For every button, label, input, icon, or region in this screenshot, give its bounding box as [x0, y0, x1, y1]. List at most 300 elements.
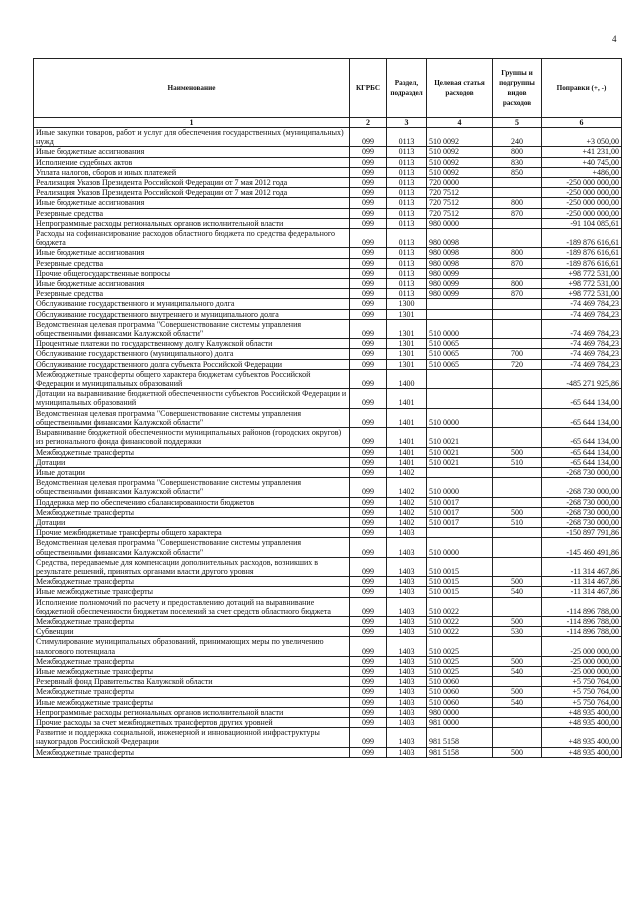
table-row — [34, 538, 622, 557]
row-expense-group — [493, 268, 542, 278]
row-name: Межбюджетные трансферты — [34, 616, 350, 626]
row-expense-group — [493, 637, 542, 656]
row-razdel: 0113 — [387, 178, 427, 188]
row-target-article: 510 0017 — [427, 507, 493, 517]
row-razdel: 0113 — [387, 258, 427, 268]
table-row — [34, 339, 622, 349]
table-row — [34, 707, 622, 717]
row-expense-group — [493, 339, 542, 349]
row-amount: -268 730 000,00 — [542, 478, 622, 497]
row-kgrbs: 099 — [350, 369, 387, 388]
column-number: 3 — [387, 118, 427, 128]
row-expense-group — [493, 557, 542, 576]
row-name: Реализация Указов Президента Российской Федерации от 7 мая 2012 года — [34, 188, 350, 198]
row-razdel: 1403 — [387, 707, 427, 717]
row-expense-group — [493, 218, 542, 228]
row-expense-group — [493, 188, 542, 198]
row-amount: -74 469 784,23 — [542, 359, 622, 369]
row-kgrbs: 099 — [350, 497, 387, 507]
row-name: Ведомственная целевая программа "Совершенствование системы управления общественными финансами Калужской области" — [34, 408, 350, 427]
row-amount: -65 644 134,00 — [542, 428, 622, 447]
row-kgrbs: 099 — [350, 157, 387, 167]
row-expense-group — [493, 677, 542, 687]
row-amount: -189 876 616,61 — [542, 258, 622, 268]
row-expense-group — [493, 597, 542, 616]
budget-amendments-table — [33, 58, 622, 758]
row-amount: -268 730 000,00 — [542, 507, 622, 517]
row-kgrbs: 099 — [350, 717, 387, 727]
row-amount: -114 896 788,00 — [542, 627, 622, 637]
row-kgrbs: 099 — [350, 218, 387, 228]
row-razdel: 1403 — [387, 717, 427, 727]
row-name: Межбюджетные трансферты — [34, 656, 350, 666]
row-expense-group: 500 — [493, 616, 542, 626]
row-name: Межбюджетные трансферты — [34, 447, 350, 457]
row-kgrbs: 099 — [350, 279, 387, 289]
row-expense-group: 540 — [493, 587, 542, 597]
row-amount: -25 000 000,00 — [542, 656, 622, 666]
row-expense-group — [493, 538, 542, 557]
row-kgrbs: 099 — [350, 349, 387, 359]
row-expense-group: 720 — [493, 359, 542, 369]
table-row — [34, 268, 622, 278]
row-razdel: 0113 — [387, 248, 427, 258]
row-razdel: 1400 — [387, 369, 427, 388]
row-target-article: 510 0092 — [427, 147, 493, 157]
row-name: Дотации — [34, 457, 350, 467]
row-target-article: 510 0060 — [427, 677, 493, 687]
row-amount: -114 896 788,00 — [542, 597, 622, 616]
row-kgrbs: 099 — [350, 707, 387, 717]
table-row — [34, 507, 622, 517]
row-expense-group — [493, 319, 542, 338]
row-razdel: 1301 — [387, 339, 427, 349]
row-kgrbs: 099 — [350, 577, 387, 587]
row-kgrbs: 099 — [350, 339, 387, 349]
row-kgrbs: 099 — [350, 208, 387, 218]
row-amount: +486,00 — [542, 167, 622, 177]
row-target-article: 510 0000 — [427, 478, 493, 497]
row-target-article: 510 0065 — [427, 359, 493, 369]
table-row — [34, 188, 622, 198]
row-expense-group: 800 — [493, 147, 542, 157]
row-amount: -74 469 784,23 — [542, 319, 622, 338]
row-amount: +48 935 400,00 — [542, 747, 622, 757]
row-target-article: 981 5158 — [427, 747, 493, 757]
row-razdel: 0113 — [387, 208, 427, 218]
row-name: Прочие расходы за счет межбюджетных трансфертов других уровней — [34, 717, 350, 727]
column-number: 6 — [542, 118, 622, 128]
row-kgrbs: 099 — [350, 268, 387, 278]
row-razdel: 0113 — [387, 289, 427, 299]
table-row — [34, 319, 622, 338]
row-amount: +5 750 764,00 — [542, 677, 622, 687]
row-amount: -250 000 000,00 — [542, 188, 622, 198]
row-amount: +5 750 764,00 — [542, 697, 622, 707]
row-target-article: 510 0015 — [427, 577, 493, 587]
row-target-article: 510 0015 — [427, 557, 493, 576]
column-number: 2 — [350, 118, 387, 128]
row-target-article — [427, 389, 493, 408]
row-razdel: 1402 — [387, 478, 427, 497]
row-name: Дотации на выравнивание бюджетной обеспеченности субъектов Российской Федерации и муниципальных образований — [34, 389, 350, 408]
table-row — [34, 447, 622, 457]
row-target-article: 980 0000 — [427, 707, 493, 717]
row-kgrbs: 099 — [350, 457, 387, 467]
row-razdel: 0113 — [387, 229, 427, 248]
row-amount: +98 772 531,00 — [542, 279, 622, 289]
row-expense-group — [493, 299, 542, 309]
row-kgrbs: 099 — [350, 597, 387, 616]
row-kgrbs: 099 — [350, 677, 387, 687]
table-row — [34, 349, 622, 359]
row-name: Прочие общегосударственные вопросы — [34, 268, 350, 278]
column-numbers-row — [34, 118, 622, 128]
row-amount: +48 935 400,00 — [542, 717, 622, 727]
row-kgrbs: 099 — [350, 747, 387, 757]
row-target-article: 980 0098 — [427, 258, 493, 268]
row-kgrbs: 099 — [350, 359, 387, 369]
header-kgrbs: КГРБС — [350, 59, 387, 118]
row-name: Иные межбюджетные трансферты — [34, 666, 350, 676]
row-name: Прочие межбюджетные трансферты общего характера — [34, 528, 350, 538]
row-razdel: 1301 — [387, 319, 427, 338]
row-kgrbs: 099 — [350, 319, 387, 338]
row-target-article: 720 7512 — [427, 198, 493, 208]
row-kgrbs: 099 — [350, 616, 387, 626]
row-amount: -65 644 134,00 — [542, 389, 622, 408]
row-name: Стимулирование муниципальных образований, принимающих меры по увеличению налогового потенциала — [34, 637, 350, 656]
row-name: Выравнивание бюджетной обеспеченности муниципальных районов (городских округов) из регионального фонда финансовой поддержки — [34, 428, 350, 447]
column-number: 5 — [493, 118, 542, 128]
row-target-article: 510 0021 — [427, 428, 493, 447]
row-target-article: 980 0098 — [427, 229, 493, 248]
row-target-article: 510 0022 — [427, 597, 493, 616]
row-name: Иные бюджетные ассигнования — [34, 248, 350, 258]
row-razdel: 1403 — [387, 747, 427, 757]
row-amount: +48 935 400,00 — [542, 707, 622, 717]
row-razdel: 1402 — [387, 467, 427, 477]
row-expense-group: 500 — [493, 747, 542, 757]
row-target-article: 720 7512 — [427, 208, 493, 218]
row-name: Ведомственная целевая программа "Совершенствование системы управления общественными финансами Калужской области" — [34, 319, 350, 338]
table-row — [34, 208, 622, 218]
table-row — [34, 279, 622, 289]
row-name: Иные бюджетные ассигнования — [34, 279, 350, 289]
row-amount: -145 460 491,86 — [542, 538, 622, 557]
row-name: Реализация Указов Президента Российской Федерации от 7 мая 2012 года — [34, 178, 350, 188]
row-amount: -91 104 085,61 — [542, 218, 622, 228]
row-name: Иные бюджетные ассигнования — [34, 198, 350, 208]
row-amount: -268 730 000,00 — [542, 467, 622, 477]
row-name: Исполнение судебных актов — [34, 157, 350, 167]
table-row — [34, 167, 622, 177]
row-expense-group: 800 — [493, 279, 542, 289]
row-target-article: 510 0060 — [427, 697, 493, 707]
row-amount: -250 000 000,00 — [542, 198, 622, 208]
row-expense-group: 500 — [493, 656, 542, 666]
row-razdel: 1403 — [387, 637, 427, 656]
row-kgrbs: 099 — [350, 687, 387, 697]
row-amount: -11 314 467,86 — [542, 557, 622, 576]
table-row — [34, 467, 622, 477]
row-kgrbs: 099 — [350, 309, 387, 319]
table-row — [34, 128, 622, 147]
row-amount: -11 314 467,86 — [542, 587, 622, 597]
row-name: Иные межбюджетные трансферты — [34, 587, 350, 597]
row-name: Межбюджетные трансферты — [34, 577, 350, 587]
table-row — [34, 687, 622, 697]
row-expense-group — [493, 428, 542, 447]
row-razdel: 1403 — [387, 687, 427, 697]
table-row — [34, 697, 622, 707]
row-expense-group: 830 — [493, 157, 542, 167]
row-expense-group — [493, 497, 542, 507]
table-row — [34, 656, 622, 666]
row-target-article: 510 0015 — [427, 587, 493, 597]
row-razdel: 1301 — [387, 359, 427, 369]
row-name: Субвенции — [34, 627, 350, 637]
row-razdel: 0113 — [387, 218, 427, 228]
row-amount: -65 644 134,00 — [542, 447, 622, 457]
table-row — [34, 597, 622, 616]
row-razdel: 1300 — [387, 299, 427, 309]
row-expense-group: 800 — [493, 198, 542, 208]
row-razdel: 1403 — [387, 677, 427, 687]
header-amount: Поправки (+, -) — [542, 59, 622, 118]
row-amount: -74 469 784,23 — [542, 309, 622, 319]
row-expense-group — [493, 408, 542, 427]
row-name: Поддержка мер по обеспечению сбалансированности бюджетов — [34, 497, 350, 507]
table-row — [34, 369, 622, 388]
row-name: Иные дотации — [34, 467, 350, 477]
row-razdel: 1403 — [387, 728, 427, 747]
row-amount: -65 644 134,00 — [542, 457, 622, 467]
row-expense-group: 500 — [493, 447, 542, 457]
table-row — [34, 408, 622, 427]
row-target-article: 510 0025 — [427, 656, 493, 666]
row-target-article: 510 0060 — [427, 687, 493, 697]
row-expense-group: 800 — [493, 248, 542, 258]
row-amount: -74 469 784,23 — [542, 349, 622, 359]
row-razdel: 1403 — [387, 538, 427, 557]
table-row — [34, 478, 622, 497]
row-amount: -11 314 467,86 — [542, 577, 622, 587]
table-row — [34, 637, 622, 656]
row-name: Резервные средства — [34, 258, 350, 268]
row-target-article: 980 0099 — [427, 279, 493, 289]
column-number: 4 — [427, 118, 493, 128]
row-razdel: 1403 — [387, 627, 427, 637]
row-expense-group: 870 — [493, 208, 542, 218]
row-target-article: 720 7512 — [427, 188, 493, 198]
table-row — [34, 627, 622, 637]
row-expense-group: 870 — [493, 258, 542, 268]
row-kgrbs: 099 — [350, 147, 387, 157]
row-kgrbs: 099 — [350, 408, 387, 427]
table-row — [34, 157, 622, 167]
row-razdel: 1403 — [387, 587, 427, 597]
table-row — [34, 359, 622, 369]
row-name: Иные межбюджетные трансферты — [34, 697, 350, 707]
row-target-article: 510 0025 — [427, 637, 493, 656]
row-razdel: 1403 — [387, 656, 427, 666]
table-row — [34, 457, 622, 467]
row-name: Обслуживание государственного и муниципального долга — [34, 299, 350, 309]
row-name: Развитие и поддержка социальной, инженерной и инновационной инфраструктуры наукоградов Российской Федерации — [34, 728, 350, 747]
row-amount: +3 050,00 — [542, 128, 622, 147]
table-row — [34, 428, 622, 447]
header-razdel: Раздел, подраздел — [387, 59, 427, 118]
row-kgrbs: 099 — [350, 447, 387, 457]
table-body — [34, 128, 622, 758]
row-name: Обслуживание государственного внутреннего и муниципального долга — [34, 309, 350, 319]
row-target-article: 980 0099 — [427, 289, 493, 299]
row-kgrbs: 099 — [350, 389, 387, 408]
row-target-article: 720 0000 — [427, 178, 493, 188]
row-expense-group — [493, 309, 542, 319]
row-amount: +98 772 531,00 — [542, 268, 622, 278]
row-amount: -150 897 791,86 — [542, 528, 622, 538]
row-kgrbs: 099 — [350, 289, 387, 299]
row-razdel: 0113 — [387, 147, 427, 157]
row-amount: +5 750 764,00 — [542, 687, 622, 697]
table-row — [34, 666, 622, 676]
table-row — [34, 299, 622, 309]
row-amount: -268 730 000,00 — [542, 497, 622, 507]
row-amount: -189 876 616,61 — [542, 229, 622, 248]
row-expense-group: 500 — [493, 687, 542, 697]
row-target-article: 981 0000 — [427, 717, 493, 727]
table-row — [34, 677, 622, 687]
row-target-article: 510 0025 — [427, 666, 493, 676]
row-kgrbs: 099 — [350, 728, 387, 747]
row-kgrbs: 099 — [350, 557, 387, 576]
row-expense-group — [493, 389, 542, 408]
row-amount: -189 876 616,61 — [542, 248, 622, 258]
row-target-article: 510 0017 — [427, 517, 493, 527]
row-target-article: 510 0065 — [427, 339, 493, 349]
row-amount: +40 745,00 — [542, 157, 622, 167]
row-target-article: 510 0022 — [427, 616, 493, 626]
row-razdel: 1301 — [387, 309, 427, 319]
row-kgrbs: 099 — [350, 188, 387, 198]
row-kgrbs: 099 — [350, 258, 387, 268]
row-kgrbs: 099 — [350, 637, 387, 656]
row-target-article: 510 0000 — [427, 408, 493, 427]
table-row — [34, 557, 622, 576]
row-target-article: 510 0022 — [427, 627, 493, 637]
row-razdel: 1403 — [387, 528, 427, 538]
table-row — [34, 218, 622, 228]
row-razdel: 1401 — [387, 447, 427, 457]
row-target-article: 510 0065 — [427, 349, 493, 359]
row-name: Межбюджетные трансферты — [34, 687, 350, 697]
row-razdel: 1401 — [387, 428, 427, 447]
row-kgrbs: 099 — [350, 198, 387, 208]
header-group: Группы и подгруппы видов расходов — [493, 59, 542, 118]
header-name: Наименование — [34, 59, 350, 118]
row-amount: +41 231,00 — [542, 147, 622, 157]
row-name: Исполнение полномочий по расчету и предоставлению дотаций на выравнивание бюджетной обеспеченности бюджетам поселений за счет средств областного бюджета — [34, 597, 350, 616]
row-kgrbs: 099 — [350, 517, 387, 527]
row-expense-group: 240 — [493, 128, 542, 147]
row-amount: +48 935 400,00 — [542, 728, 622, 747]
row-razdel: 1403 — [387, 557, 427, 576]
row-kgrbs: 099 — [350, 467, 387, 477]
row-kgrbs: 099 — [350, 299, 387, 309]
row-razdel: 1402 — [387, 517, 427, 527]
row-kgrbs: 099 — [350, 128, 387, 147]
row-target-article — [427, 528, 493, 538]
row-amount: -25 000 000,00 — [542, 666, 622, 676]
row-expense-group: 540 — [493, 666, 542, 676]
row-kgrbs: 099 — [350, 248, 387, 258]
row-target-article: 510 0092 — [427, 128, 493, 147]
row-razdel: 0113 — [387, 198, 427, 208]
row-target-article: 510 0021 — [427, 457, 493, 467]
row-razdel: 0113 — [387, 188, 427, 198]
row-razdel: 1401 — [387, 389, 427, 408]
table-row — [34, 717, 622, 727]
row-razdel: 1403 — [387, 697, 427, 707]
row-target-article: 510 0000 — [427, 319, 493, 338]
row-name: Иные бюджетные ассигнования — [34, 147, 350, 157]
row-kgrbs: 099 — [350, 656, 387, 666]
row-expense-group: 510 — [493, 457, 542, 467]
row-kgrbs: 099 — [350, 428, 387, 447]
table-row — [34, 178, 622, 188]
row-target-article — [427, 309, 493, 319]
row-expense-group — [493, 528, 542, 538]
row-target-article: 980 0000 — [427, 218, 493, 228]
row-kgrbs: 099 — [350, 229, 387, 248]
row-name: Процентные платежи по государственному долгу Калужской области — [34, 339, 350, 349]
row-razdel: 1401 — [387, 408, 427, 427]
row-amount: -485 271 925,86 — [542, 369, 622, 388]
row-target-article: 981 5158 — [427, 728, 493, 747]
row-expense-group: 850 — [493, 167, 542, 177]
table-row — [34, 616, 622, 626]
header-statya: Целевая статья расходов — [427, 59, 493, 118]
table-row — [34, 258, 622, 268]
row-expense-group: 510 — [493, 517, 542, 527]
row-name: Непрограммные расходы региональных органов исполнительной власти — [34, 218, 350, 228]
row-name: Иные закупки товаров, работ и услуг для обеспечения государственных (муниципальных) нужд — [34, 128, 350, 147]
table-row — [34, 728, 622, 747]
row-kgrbs: 099 — [350, 178, 387, 188]
row-amount: -25 000 000,00 — [542, 637, 622, 656]
row-name: Межбюджетные трансферты общего характера бюджетам субъектов Российской Федерации и муниципальных образований — [34, 369, 350, 388]
row-name: Резервный фонд Правительства Калужской области — [34, 677, 350, 687]
row-name: Уплата налогов, сборов и иных платежей — [34, 167, 350, 177]
row-expense-group: 540 — [493, 697, 542, 707]
row-kgrbs: 099 — [350, 627, 387, 637]
row-expense-group — [493, 467, 542, 477]
row-razdel: 0113 — [387, 157, 427, 167]
row-kgrbs: 099 — [350, 538, 387, 557]
row-kgrbs: 099 — [350, 507, 387, 517]
row-kgrbs: 099 — [350, 666, 387, 676]
row-razdel: 1301 — [387, 349, 427, 359]
row-razdel: 1403 — [387, 597, 427, 616]
row-amount: -74 469 784,23 — [542, 299, 622, 309]
row-amount: -114 896 788,00 — [542, 616, 622, 626]
row-expense-group — [493, 717, 542, 727]
row-name: Ведомственная целевая программа "Совершенствование системы управления общественными финансами Калужской области" — [34, 538, 350, 557]
row-amount: -65 644 134,00 — [542, 408, 622, 427]
row-target-article: 980 0099 — [427, 268, 493, 278]
